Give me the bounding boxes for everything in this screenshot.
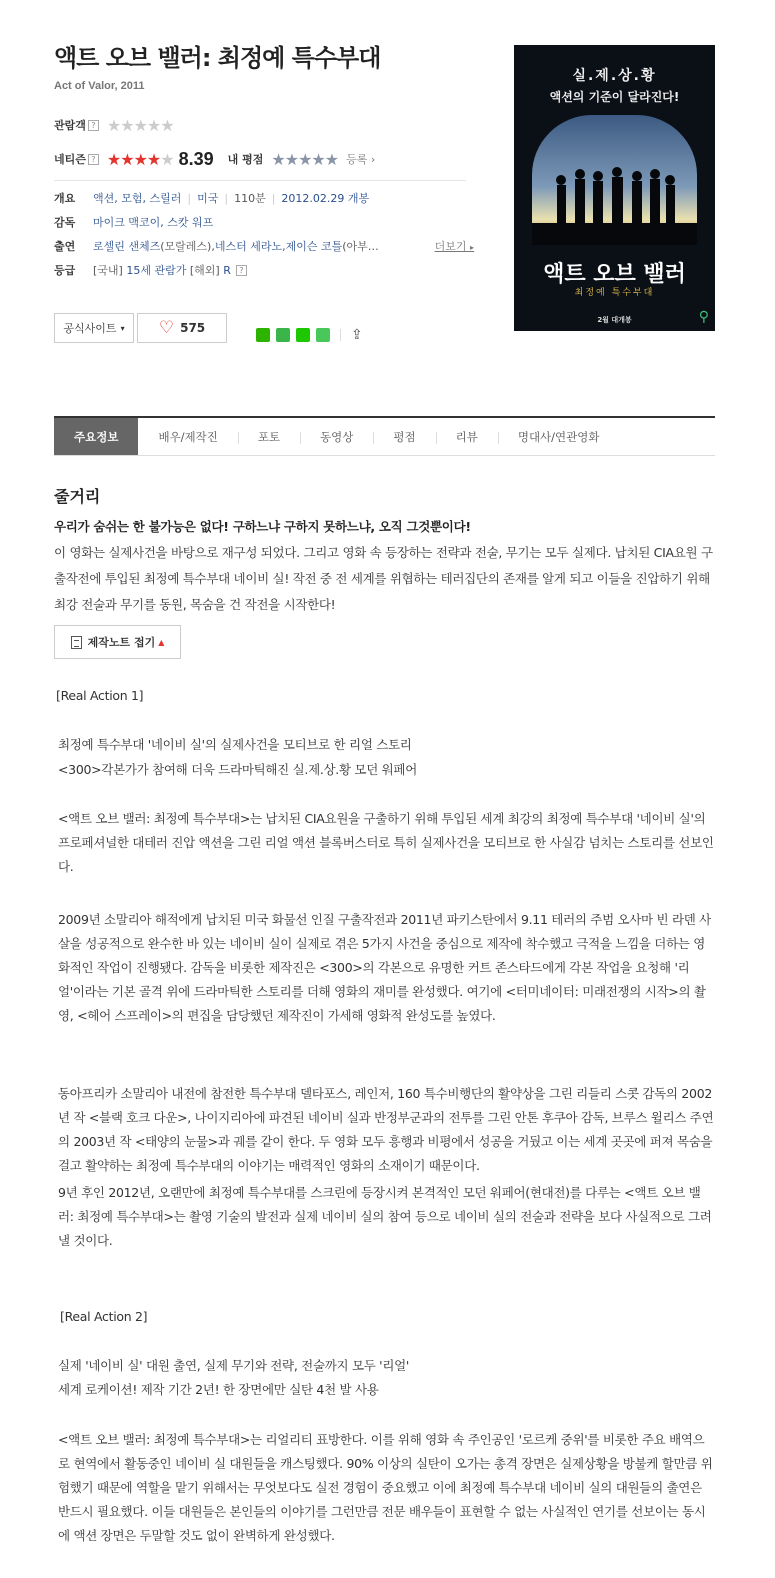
- movie-title: 액트 오브 밸러: 최정예 특수부대: [54, 44, 381, 72]
- divider: [340, 329, 341, 341]
- cafe-share-icon[interactable]: [316, 328, 330, 342]
- action-1-paragraph-2: 2009년 소말리아 해적에게 납치된 미국 화물선 인질 구출작전과 2011년 파키스탄에서 9.11 테러의 주범 오사마 빈 라덴 사살을 성공적으로 완수한 바 있는 네이비 실이 실제로 겪은 5가지 사건을 중심으로 제작에 착수했고 극적을 느낌을 더하는 영화적인 작업이 진행됐다. 감독을 비롯한 제작진은 <300>의 각본으로 유명한 커트 존스타드에게 각본 작업을 요청해 '리얼'이라는 기본 골격 위에 드라마틱한 스토리를 더해 영화의 재미를 완성했다. 여기에 <터미네이터: 미래전쟁의 시작>의 촬영, <헤어 스프레이>의 편집을 담당했던 제작진이 가세해 영화적 완성도를 높였다.: [58, 912, 711, 1023]
- caret-down-icon: ▾: [120, 323, 125, 333]
- grade-domestic-link[interactable]: 15세 관람가: [126, 264, 187, 277]
- netizen-label: 네티즌: [54, 153, 86, 166]
- netizen-score: 8.39: [178, 148, 214, 169]
- poster-tagline-1: 실.제.상.황: [572, 68, 657, 84]
- director-row: [54, 212, 474, 232]
- audience-rating-row: [54, 114, 174, 136]
- grade-label: 등급: [54, 264, 76, 277]
- cast-role-3: (아부…: [342, 240, 379, 253]
- synopsis-title: 줄거리: [54, 487, 101, 506]
- poster-image-window: [532, 115, 697, 245]
- cast-link-1[interactable]: 로셀린 샌체즈: [93, 240, 161, 253]
- blog-share-icon[interactable]: [256, 328, 270, 342]
- action-2-paragraph-1: <액트 오브 밸러: 최정예 특수부대>는 리얼리티 표방한다. 이를 위해 영화 속 주인공인 '로르케 중위'를 비롯한 주요 배역으로 현역에서 활동중인 네이비 실 대원들을 캐스팅했다. 90% 이상의 실탄이 오가는 총격 장면은 실제상황을 방불케 할만큼 위험했기 때문에 역할을 맡기 위해서는 무엇보다도 실전 경험이 중요했고 이에 최정예 특수부대 네이비 실의 대원들의 출연은 반드시 필요했다. 이들 대원들은 본인들의 이야기를 그런만큼 전문 배우들이 표현할 수 없는 사실적인 연기를 선보이는 동시에 액션 장면은 두말할 것도 없이 완벽하게 완성했다.: [58, 1432, 713, 1543]
- production-notes-label: 제작노트 접기: [87, 636, 156, 649]
- my-rating-stars[interactable]: ★★★★★: [271, 149, 339, 169]
- separator: |: [187, 191, 192, 205]
- action-1-paragraph-4: 9년 후인 2012년, 오랜만에 최정예 특수부대를 스크린에 등장시켜 본격적인 모던 워페어(현대전)를 다루는 <액트 오브 밸러: 최정예 특수부대>는 촬영 기술의 발전과 실제 네이비 실의 참여 등으로 네이비 실의 전술과 전략을 보다 사실적으로 그려낼 것이다.: [58, 1185, 712, 1248]
- heart-icon: ♡: [158, 318, 175, 338]
- grade-overseas-link[interactable]: R: [223, 263, 231, 277]
- poster-title: 액트 오브 밸러: [543, 262, 686, 287]
- action-1-heading: [Real Action 1]: [56, 688, 144, 703]
- tab-bar: [54, 416, 715, 456]
- tab-quotes-related[interactable]: 명대사/연관영화: [498, 418, 620, 455]
- official-site-button[interactable]: [54, 313, 134, 343]
- synopsis-lead: 우리가 숨쉬는 한 불가능은 없다! 구하느냐 구하지 못하느냐, 오직 그것뿐이다!: [54, 519, 471, 534]
- overview-row: [54, 188, 474, 208]
- netizen-rating-row: [54, 148, 375, 170]
- genre-links[interactable]: 액션, 모험, 스릴러: [93, 192, 182, 205]
- soldiers-silhouette: [532, 115, 697, 245]
- netizen-stars: ★★★★★: [106, 149, 174, 169]
- cast-row: [54, 236, 474, 256]
- tab-photos[interactable]: 포토: [238, 418, 300, 455]
- grade-overseas-label: [해외]: [189, 264, 220, 277]
- production-notes-toggle[interactable]: [54, 625, 181, 659]
- separator: |: [271, 191, 276, 205]
- cast-link-3[interactable]: 제이슨 코틀: [285, 240, 343, 253]
- help-icon[interactable]: ?: [88, 120, 99, 131]
- audience-label: 관람객: [54, 119, 86, 132]
- action-1-line-1: 최정예 특수부대 '네이비 실'의 실제사건을 모티브로 한 리얼 스토리: [58, 737, 412, 752]
- band-share-icon[interactable]: [276, 328, 290, 342]
- register-rating-link[interactable]: 등록 ›: [346, 153, 376, 166]
- grade-row: [54, 260, 474, 280]
- action-1-paragraph-1: <액트 오브 밸러: 최정예 특수부대>는 납치된 CIA요원을 구출하기 위해 투입된 세계 최강의 최정예 특수부대 '네이비 실'의 프로페셔널한 대테러 진압 액션을 그린 리얼 액션 블록버스터로 특히 실제사건을 모티브로 한 사실감 넘치는 스토리를 선보인다.: [58, 811, 714, 874]
- more-cast-link[interactable]: 더보기 ▸: [434, 240, 474, 253]
- country-link[interactable]: 미국: [197, 192, 219, 205]
- cast-link-2[interactable]: 네스터 세라노: [214, 240, 283, 253]
- poster-tagline-2: 액션의 기준이 달라진다!: [549, 90, 680, 104]
- share-icons: [256, 327, 363, 343]
- my-rating-label: 내 평점: [227, 153, 264, 166]
- cast-separator: ,: [282, 239, 286, 253]
- overview-label: 개요: [54, 192, 76, 205]
- divider: [54, 180, 466, 181]
- tab-ratings[interactable]: 평점: [373, 418, 435, 455]
- poster-release: 2월 대개봉: [597, 316, 632, 324]
- document-icon: [71, 636, 82, 649]
- like-count: 575: [180, 321, 206, 335]
- zoom-icon[interactable]: ⚲: [698, 309, 709, 325]
- director-links[interactable]: 마이크 맥코이, 스캇 워프: [93, 216, 214, 229]
- synopsis: [54, 514, 718, 618]
- tab-main-info[interactable]: 주요정보: [54, 418, 138, 455]
- movie-poster[interactable]: [514, 45, 715, 331]
- poster-subtitle: 최정예 특수부대: [574, 288, 655, 298]
- bookmark-share-icon[interactable]: [296, 328, 310, 342]
- tab-cast-crew[interactable]: 배우/제작진: [158, 429, 218, 444]
- action-2-line-1: 실제 '네이비 실' 대원 출연, 실제 무기와 전략, 전술까지 모두 '리얼': [58, 1358, 410, 1373]
- chevron-right-icon: ›: [370, 153, 376, 166]
- cast-label: 출연: [54, 240, 76, 253]
- action-1-paragraph-3: 동아프리카 소말리아 내전에 참전한 특수부대 델타포스, 레인저, 160 특수비행단의 활약상을 그린 리들리 스콧 감독의 2002년 작 <블랙 호크 다운>, 나이지리아에 파견된 네이비 실과 반정부군과의 전투를 그린 안톤 후쿠아 감독, 브루스 윌리스 주연의 2003년 작 <태양의 눈물>과 궤를 같이 한다. 두 영화 모두 흥행과 비평에서 성공을 거뒀고 이는 세계 곳곳에 퍼져 목숨을 걸고 활약하는 최정예 특수부대의 이야기는 매력적인 영화의 소재이기 때문이다.: [58, 1086, 714, 1173]
- cast-role-1: (모랄레스),: [160, 240, 215, 253]
- official-site-label: 공식사이트: [63, 322, 117, 335]
- grade-domestic-label: [국내]: [93, 264, 123, 277]
- tab-reviews[interactable]: 리뷰: [436, 418, 498, 455]
- tab-videos[interactable]: 동영상: [300, 418, 373, 455]
- like-button[interactable]: [137, 313, 227, 343]
- synopsis-text: 이 영화는 실제사건을 바탕으로 재구성 되었다. 그리고 영화 속 등장하는 전략과 전술, 무기는 모두 실제다. 납치된 CIA요원 구출작전에 투입된 최정예 특수부대 네이비 실! 작전 중 전 세계를 위협하는 테러집단의 존재를 알게 되고 이들을 진압하기 위해 최강 전술과 무기를 동원, 목숨을 건 작전을 시작한다!: [54, 545, 713, 612]
- poster-tagline: [514, 65, 715, 105]
- action-2-line-2: 세계 로케이션! 제작 기간 2년! 한 장면에만 실탄 4천 발 사용: [58, 1382, 379, 1397]
- share-icon[interactable]: ⇪: [351, 327, 363, 343]
- caret-right-icon: ▸: [469, 243, 474, 252]
- release-date-link[interactable]: 2012.02.29 개봉: [281, 192, 370, 205]
- separator: |: [224, 191, 229, 205]
- action-2-heading: [Real Action 2]: [60, 1309, 148, 1324]
- help-icon[interactable]: ?: [88, 154, 99, 165]
- movie-original-title: Act of Valor, 2011: [54, 80, 145, 92]
- action-1-line-2: <300>각본가가 참여해 더욱 드라마틱해진 실.제.상.황 모던 워페어: [58, 762, 417, 777]
- runtime: 110분: [234, 192, 266, 205]
- caret-up-icon: ▲: [158, 637, 165, 647]
- audience-stars: ★★★★★: [106, 115, 174, 135]
- help-icon[interactable]: ?: [236, 265, 247, 276]
- director-label: 감독: [54, 216, 76, 229]
